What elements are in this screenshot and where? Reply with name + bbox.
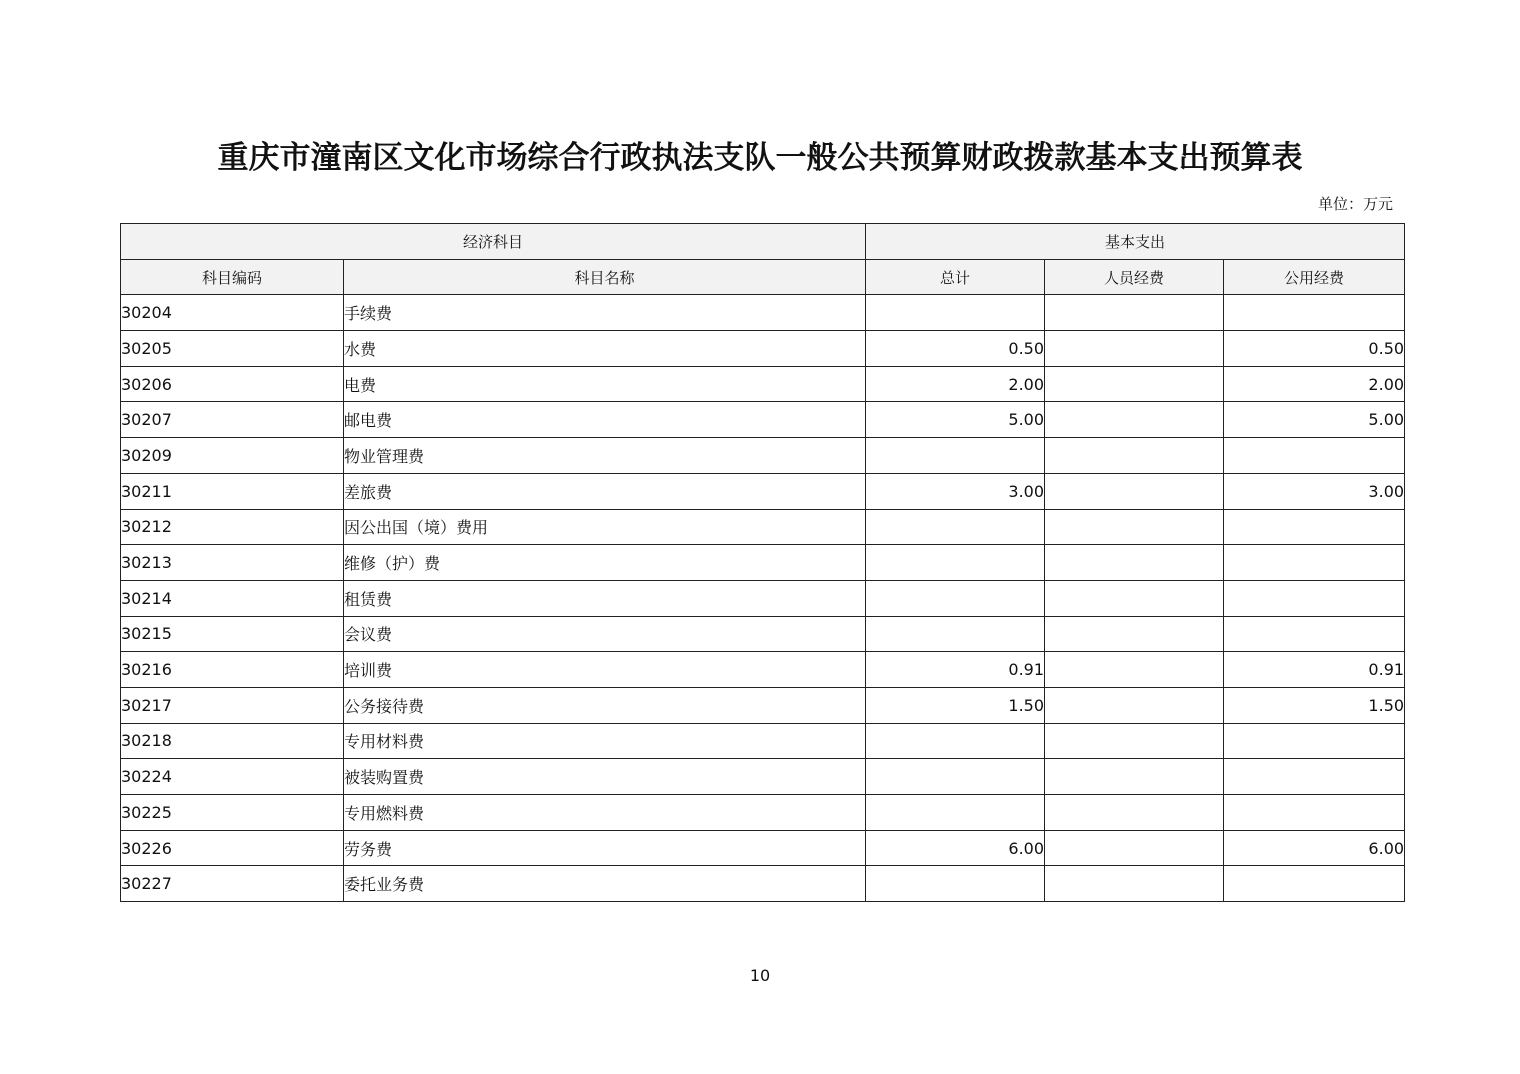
cell-public (1224, 795, 1405, 831)
cell-total (866, 723, 1045, 759)
column-header-row (121, 259, 1405, 295)
cell-code: 30215 (121, 616, 344, 652)
cell-public (1224, 545, 1405, 581)
cell-public: 6.00 (1224, 830, 1405, 866)
cell-name: 会议费 (344, 616, 866, 652)
cell-public: 2.00 (1224, 366, 1405, 402)
table-body (121, 295, 1405, 902)
cell-personnel (1045, 723, 1224, 759)
table-row (121, 616, 1405, 652)
cell-name: 电费 (344, 366, 866, 402)
table-row (121, 295, 1405, 331)
cell-personnel (1045, 616, 1224, 652)
cell-code: 30211 (121, 473, 344, 509)
cell-public (1224, 509, 1405, 545)
cell-code: 30224 (121, 759, 344, 795)
cell-personnel (1045, 580, 1224, 616)
header-total: 总计 (866, 259, 1045, 295)
cell-code: 30227 (121, 866, 344, 902)
cell-total (866, 795, 1045, 831)
cell-total (866, 509, 1045, 545)
cell-total: 5.00 (866, 402, 1045, 438)
cell-name: 劳务费 (344, 830, 866, 866)
cell-public (1224, 759, 1405, 795)
table-row (121, 545, 1405, 581)
cell-total: 0.50 (866, 331, 1045, 367)
cell-total (866, 438, 1045, 474)
cell-code: 30212 (121, 509, 344, 545)
cell-personnel (1045, 366, 1224, 402)
cell-total (866, 545, 1045, 581)
table-row (121, 795, 1405, 831)
table-row (121, 331, 1405, 367)
budget-table (120, 223, 1405, 902)
cell-public (1224, 616, 1405, 652)
cell-total: 3.00 (866, 473, 1045, 509)
cell-personnel (1045, 759, 1224, 795)
unit-label: 单位：万元 (1317, 195, 1393, 213)
cell-personnel (1045, 402, 1224, 438)
group-header-row (121, 224, 1405, 260)
cell-code: 30205 (121, 331, 344, 367)
table-row (121, 402, 1405, 438)
cell-name: 差旅费 (344, 473, 866, 509)
cell-total (866, 580, 1045, 616)
cell-code: 30206 (121, 366, 344, 402)
table-row (121, 366, 1405, 402)
cell-code: 30209 (121, 438, 344, 474)
cell-name: 维修（护）费 (344, 545, 866, 581)
table-header (121, 224, 1405, 295)
cell-code: 30207 (121, 402, 344, 438)
cell-personnel (1045, 509, 1224, 545)
cell-public (1224, 866, 1405, 902)
cell-public: 5.00 (1224, 402, 1405, 438)
table-row (121, 438, 1405, 474)
table-row (121, 866, 1405, 902)
cell-total: 2.00 (866, 366, 1045, 402)
cell-total (866, 866, 1045, 902)
cell-personnel (1045, 652, 1224, 688)
cell-public: 0.50 (1224, 331, 1405, 367)
cell-total (866, 759, 1045, 795)
table-row (121, 723, 1405, 759)
cell-personnel (1045, 687, 1224, 723)
header-code: 科目编码 (121, 259, 344, 295)
cell-name: 培训费 (344, 652, 866, 688)
table-row (121, 652, 1405, 688)
cell-code: 30226 (121, 830, 344, 866)
cell-code: 30216 (121, 652, 344, 688)
cell-personnel (1045, 331, 1224, 367)
cell-code: 30217 (121, 687, 344, 723)
cell-personnel (1045, 473, 1224, 509)
cell-public (1224, 295, 1405, 331)
cell-name: 因公出国（境）费用 (344, 509, 866, 545)
cell-name: 租赁费 (344, 580, 866, 616)
cell-personnel (1045, 795, 1224, 831)
header-basic-expenditure: 基本支出 (866, 224, 1405, 260)
cell-personnel (1045, 830, 1224, 866)
table-row (121, 759, 1405, 795)
cell-total (866, 295, 1045, 331)
table-row (121, 580, 1405, 616)
header-public: 公用经费 (1224, 259, 1405, 295)
cell-personnel (1045, 545, 1224, 581)
cell-name: 被装购置费 (344, 759, 866, 795)
cell-code: 30218 (121, 723, 344, 759)
cell-public (1224, 438, 1405, 474)
cell-public (1224, 580, 1405, 616)
cell-public: 1.50 (1224, 687, 1405, 723)
cell-public: 0.91 (1224, 652, 1405, 688)
cell-name: 委托业务费 (344, 866, 866, 902)
cell-total (866, 616, 1045, 652)
cell-personnel (1045, 295, 1224, 331)
cell-total: 0.91 (866, 652, 1045, 688)
page-number: 10 (749, 966, 771, 985)
cell-personnel (1045, 438, 1224, 474)
cell-name: 手续费 (344, 295, 866, 331)
cell-personnel (1045, 866, 1224, 902)
header-economic-subject: 经济科目 (121, 224, 866, 260)
cell-code: 30214 (121, 580, 344, 616)
table-row (121, 509, 1405, 545)
cell-code: 30213 (121, 545, 344, 581)
table-row (121, 687, 1405, 723)
cell-name: 公务接待费 (344, 687, 866, 723)
cell-public: 3.00 (1224, 473, 1405, 509)
cell-code: 30225 (121, 795, 344, 831)
cell-name: 水费 (344, 331, 866, 367)
cell-total: 6.00 (866, 830, 1045, 866)
table-row (121, 830, 1405, 866)
cell-name: 邮电费 (344, 402, 866, 438)
cell-total: 1.50 (866, 687, 1045, 723)
table-row (121, 473, 1405, 509)
cell-name: 专用燃料费 (344, 795, 866, 831)
document-title: 重庆市潼南区文化市场综合行政执法支队一般公共预算财政拨款基本支出预算表 (217, 140, 1303, 176)
header-name: 科目名称 (344, 259, 866, 295)
header-personnel: 人员经费 (1045, 259, 1224, 295)
cell-code: 30204 (121, 295, 344, 331)
cell-public (1224, 723, 1405, 759)
cell-name: 物业管理费 (344, 438, 866, 474)
cell-name: 专用材料费 (344, 723, 866, 759)
